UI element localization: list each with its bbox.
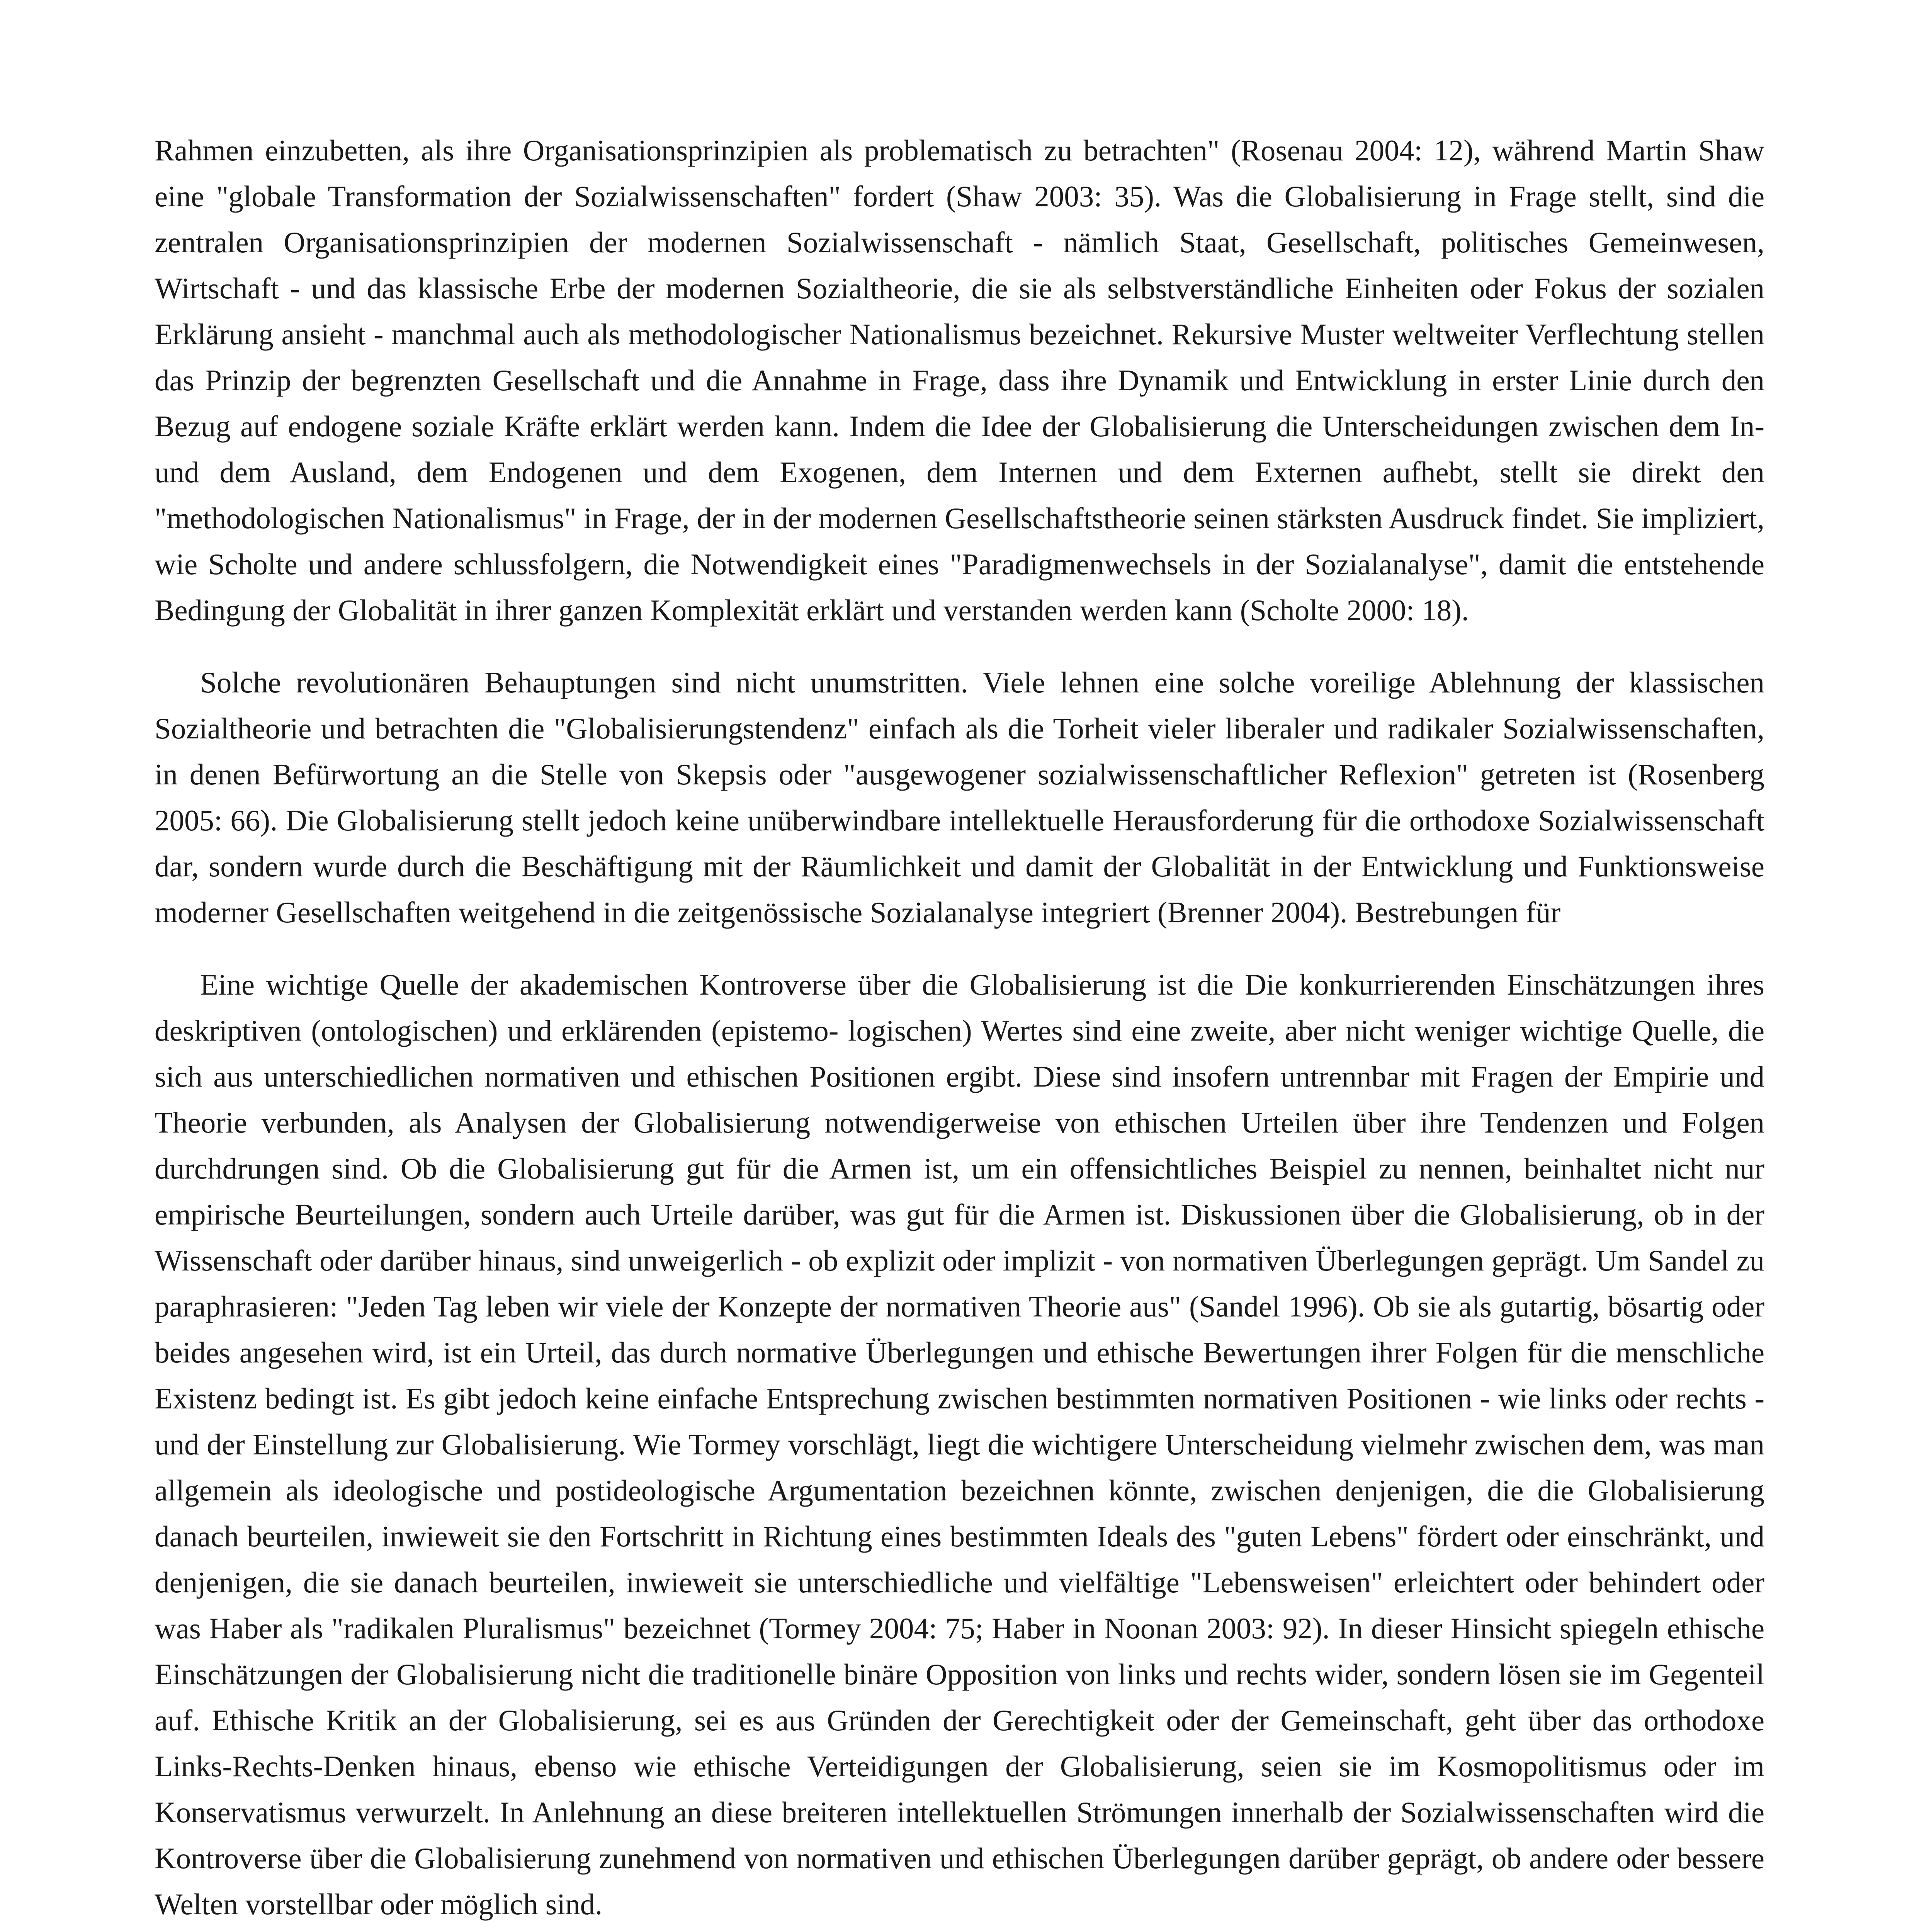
document-page	[155, 128, 1764, 1932]
paragraph-2: Solche revolutionären Behauptungen sind nicht unumstritten. Viele lehnen eine solche voreilige Ablehnung der klassischen Sozialtheorie und betrachten die "Globalisierungstendenz" einfach als die Torheit vieler liberaler und radikaler Sozialwissenschaften, in denen Befürwortung an die Stelle von Skepsis oder "ausgewogener sozialwissenschaftlicher Reflexion" getreten ist (Rosenberg 2005: 66). Die Globalisierung stellt jedoch keine unüberwindbare intellektuelle Herausforderung für die orthodoxe Sozialwissenschaft dar, sondern wurde durch die Beschäftigung mit der Räumlichkeit und damit der Globalität in der Entwicklung und Funktionsweise moderner Gesellschaften weitgehend in die zeitgenössische Sozialanalyse integriert (Brenner 2004). Bestrebungen für	[155, 666, 1764, 929]
paragraph-3: Eine wichtige Quelle der akademischen Kontroverse über die Globalisierung ist die Die konkurrierenden Einschätzungen ihres deskriptiven (ontologischen) und erklärenden (epistemo- logischen) Wertes sind eine zweite, aber nicht weniger wichtige Quelle, die sich aus unterschiedlichen normativen und ethischen Positionen ergibt. Diese sind insofern untrennbar mit Fragen der Empirie und Theorie verbunden, als Analysen der Globalisierung notwendigerweise von ethischen Urteilen über ihre Tendenzen und Folgen durchdrungen sind. Ob die Globalisierung gut für die Armen ist, um ein offensichtliches Beispiel zu nennen, beinhaltet nicht nur empirische Beurteilungen, sondern auch Urteile darüber, was gut für die Armen ist. Diskussionen über die Globalisierung, ob in der Wissenschaft oder darüber hinaus, sind unweigerlich - ob explizit oder implizit - von normativen Überlegungen geprägt. Um Sandel zu paraphrasieren: "Jeden Tag leben wir viele der Konzepte der normativen Theorie aus" (Sandel 1996). Ob sie als gutartig, bösartig oder beides angesehen wird, ist ein Urteil, das durch normative Überlegungen und ethische Bewertungen ihrer Folgen für die menschliche Existenz bedingt ist. Es gibt jedoch keine einfache Entsprechung zwischen bestimmten normativen Positionen - wie links oder rechts - und der Einstellung zur Globalisierung. Wie Tormey vorschlägt, liegt die wichtigere Unterscheidung vielmehr zwischen dem, was man allgemein als ideologische und postideologische Argumentation bezeichnen könnte, zwischen denjenigen, die die Globalisierung danach beurteilen, inwieweit sie den Fortschritt in Richtung eines bestimmten Ideals des "guten Lebens" fördert oder einschränkt, und denjenigen, die sie danach beurteilen, inwieweit sie unterschiedliche und vielfältige "Lebensweisen" erleichtert oder behindert oder was Haber als "radikalen Pluralismus" bezeichnet (Tormey 2004: 75; Haber in Noonan 2003: 92). In dieser Hinsicht spiegeln ethische Einschätzungen der Globalisierung nicht die traditionelle binäre Opposition von links und rechts wider, sondern lösen sie im Gegenteil auf. Ethische Kritik an der Globalisierung, sei es aus Gründen der Gerechtigkeit oder der Gemeinschaft, geht über das orthodoxe Links-Rechts-Denken hinaus, ebenso wie ethische Verteidigungen der Globalisierung, seien sie im Kosmopolitismus oder im Konservatismus verwurzelt. In Anlehnung an diese breiteren intellektuellen Strömungen innerhalb der Sozialwissenschaften wird die Kontroverse über die Globalisierung zunehmend von normativen und ethischen Überlegungen darüber geprägt, ob andere oder bessere Welten vorstellbar oder möglich sind.	[155, 968, 1764, 1921]
paragraph-1: Rahmen einzubetten, als ihre Organisationsprinzipien als problematisch zu betrachten" (Rosenau 2004: 12), während Martin Shaw eine "globale Transformation der Sozialwissenschaften" fordert (Shaw 2003: 35). Was die Globalisierung in Frage stellt, sind die zentralen Organisationsprinzipien der modernen Sozialwissenschaft - nämlich Staat, Gesellschaft, politisches Gemeinwesen, Wirtschaft - und das klassische Erbe der modernen Sozialtheorie, die sie als selbstverständliche Einheiten oder Fokus der sozialen Erklärung ansieht - manchmal auch als methodologischer Nationalismus bezeichnet. Rekursive Muster weltweiter Verflechtung stellen das Prinzip der begrenzten Gesellschaft und die Annahme in Frage, dass ihre Dynamik und Entwicklung in erster Linie durch den Bezug auf endogene soziale Kräfte erklärt werden kann. Indem die Idee der Globalisierung die Unterscheidungen zwischen dem In- und dem Ausland, dem Endogenen und dem Exogenen, dem Internen und dem Externen aufhebt, stellt sie direkt den "methodologischen Nationalismus" in Frage, der in der modernen Gesellschaftstheorie seinen stärksten Ausdruck findet. Sie impliziert, wie Scholte und andere schlussfolgern, die Notwendigkeit eines "Paradigmenwechsels in der Sozialanalyse", damit die entstehende Bedingung der Globalität in ihrer ganzen Komplexität erklärt und verstanden werden kann (Scholte 2000: 18).	[155, 134, 1764, 627]
